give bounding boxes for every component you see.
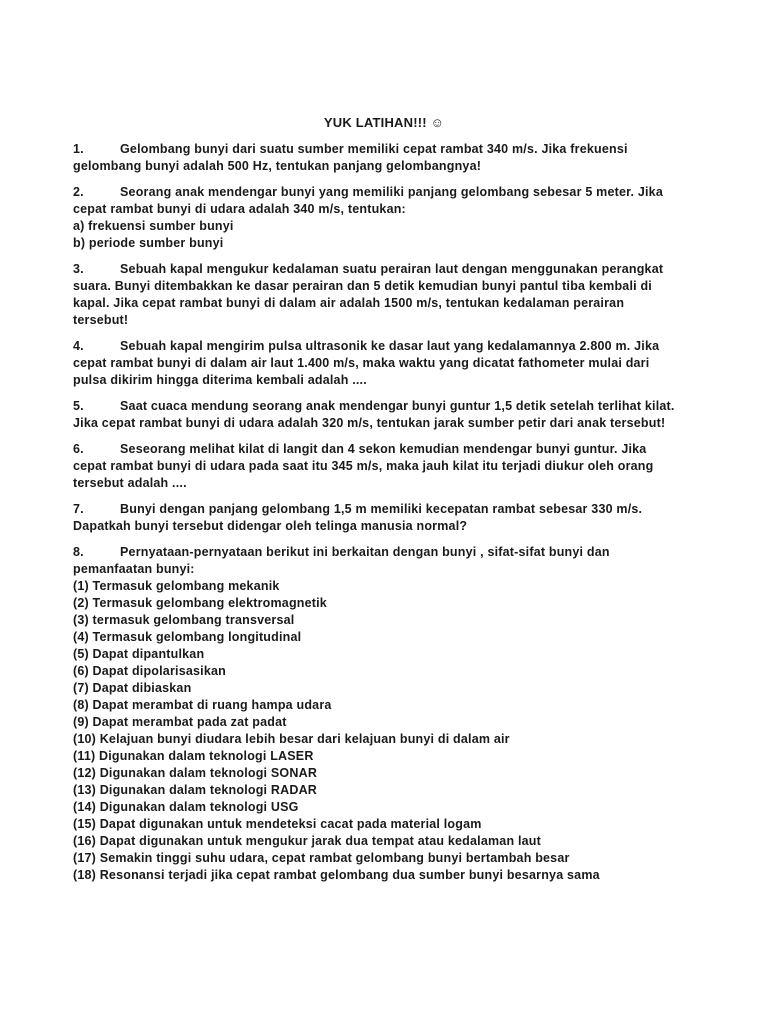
question-number: 7. <box>73 502 84 516</box>
statement-item: (13) Digunakan dalam teknologi RADAR <box>73 783 318 797</box>
question-number: 3. <box>73 262 84 276</box>
question-number: 8. <box>73 545 84 559</box>
question-number: 1. <box>73 142 84 156</box>
statement-item: (8) Dapat merambat di ruang hampa udara <box>73 698 332 712</box>
statement-item: (9) Dapat merambat pada zat padat <box>73 715 287 729</box>
question-text <box>73 141 678 175</box>
question-body: Seorang anak mendengar bunyi yang memiliki panjang gelombang sebesar 5 meter. Jika cepat rambat bunyi di udara adalah 340 m/s, tentukan: <box>73 185 663 216</box>
question-text <box>73 398 678 432</box>
question-4 <box>73 338 678 389</box>
question-number: 6. <box>73 442 84 456</box>
statement-item: (15) Dapat digunakan untuk mendeteksi cacat pada material logam <box>73 817 482 831</box>
sub-question: b) periode sumber bunyi <box>73 236 224 250</box>
question-text <box>73 544 678 578</box>
question-1 <box>73 141 678 175</box>
statement-list <box>73 578 678 884</box>
question-text <box>73 261 678 329</box>
question-number: 4. <box>73 339 84 353</box>
statement-item: (4) Termasuk gelombang longitudinal <box>73 630 302 644</box>
question-number: 2. <box>73 185 84 199</box>
question-text <box>73 441 678 492</box>
question-body: Sebuah kapal mengirim pulsa ultrasonik ke dasar laut yang kedalamannya 2.800 m. Jika cepat rambat bunyi di dalam air laut 1.400 m/s, maka waktu yang dicatat fathometer mulai dari pulsa dikirim hingga diterima kembali adalah .... <box>73 339 660 387</box>
statement-item: (14) Digunakan dalam teknologi USG <box>73 800 299 814</box>
question-body: Bunyi dengan panjang gelombang 1,5 m memiliki kecepatan rambat sebesar 330 m/s. Dapatkah bunyi tersebut didengar oleh telinga manusia normal? <box>73 502 643 533</box>
statement-item: (2) Termasuk gelombang elektromagnetik <box>73 596 327 610</box>
question-number: 5. <box>73 399 84 413</box>
question-8 <box>73 544 678 884</box>
statement-item: (10) Kelajuan bunyi diudara lebih besar dari kelajuan bunyi di dalam air <box>73 732 510 746</box>
statement-item: (3) termasuk gelombang transversal <box>73 613 295 627</box>
question-text <box>73 501 678 535</box>
question-body: Sebuah kapal mengukur kedalaman suatu perairan laut dengan menggunakan perangkat suara. Bunyi ditembakkan ke dasar perairan dan 5 detik kemudian bunyi pantul tiba kembali di kapal. Jika cepat rambat bunyi di dalam air adalah 1500 m/s, tentukan kedalaman perairan tersebut! <box>73 262 664 327</box>
statement-item: (5) Dapat dipantulkan <box>73 647 205 661</box>
question-list <box>73 141 678 893</box>
page-title: YUK LATIHAN!!! ☺ <box>323 115 445 130</box>
question-2 <box>73 184 678 252</box>
question-body: Gelombang bunyi dari suatu sumber memiliki cepat rambat 340 m/s. Jika frekuensi gelombang bunyi adalah 500 Hz, tentukan panjang gelombangnya! <box>73 142 628 173</box>
question-3 <box>73 261 678 329</box>
statement-item: (1) Termasuk gelombang mekanik <box>73 579 280 593</box>
question-body: Seseorang melihat kilat di langit dan 4 sekon kemudian mendengar bunyi guntur. Jika cepat rambat bunyi di udara pada saat itu 345 m/s, maka jauh kilat itu terjadi diukur oleh orang tersebut adalah .... <box>73 442 654 490</box>
statement-item: (18) Resonansi terjadi jika cepat rambat gelombang dua sumber bunyi besarnya sama <box>73 868 600 882</box>
question-body: Saat cuaca mendung seorang anak mendengar bunyi guntur 1,5 detik setelah terlihat kilat. Jika cepat rambat bunyi di udara adalah 320 m/s, tentukan jarak sumber petir dari anak tersebut! <box>73 399 675 430</box>
statement-item: (16) Dapat digunakan untuk mengukur jarak dua tempat atau kedalaman laut <box>73 834 541 848</box>
statement-item: (17) Semakin tinggi suhu udara, cepat rambat gelombang bunyi bertambah besar <box>73 851 570 865</box>
question-text <box>73 338 678 389</box>
sub-question: a) frekuensi sumber bunyi <box>73 219 234 233</box>
question-7 <box>73 501 678 535</box>
statement-item: (6) Dapat dipolarisasikan <box>73 664 226 678</box>
statement-item: (7) Dapat dibiaskan <box>73 681 192 695</box>
sub-question-list <box>73 218 678 252</box>
question-text <box>73 184 678 218</box>
statement-item: (12) Digunakan dalam teknologi SONAR <box>73 766 318 780</box>
statement-item: (11) Digunakan dalam teknologi LASER <box>73 749 314 763</box>
question-body: Pernyataan-pernyataan berikut ini berkaitan dengan bunyi , sifat-sifat bunyi dan pemanfaatan bunyi: <box>73 545 610 576</box>
question-5 <box>73 398 678 432</box>
question-6 <box>73 441 678 492</box>
